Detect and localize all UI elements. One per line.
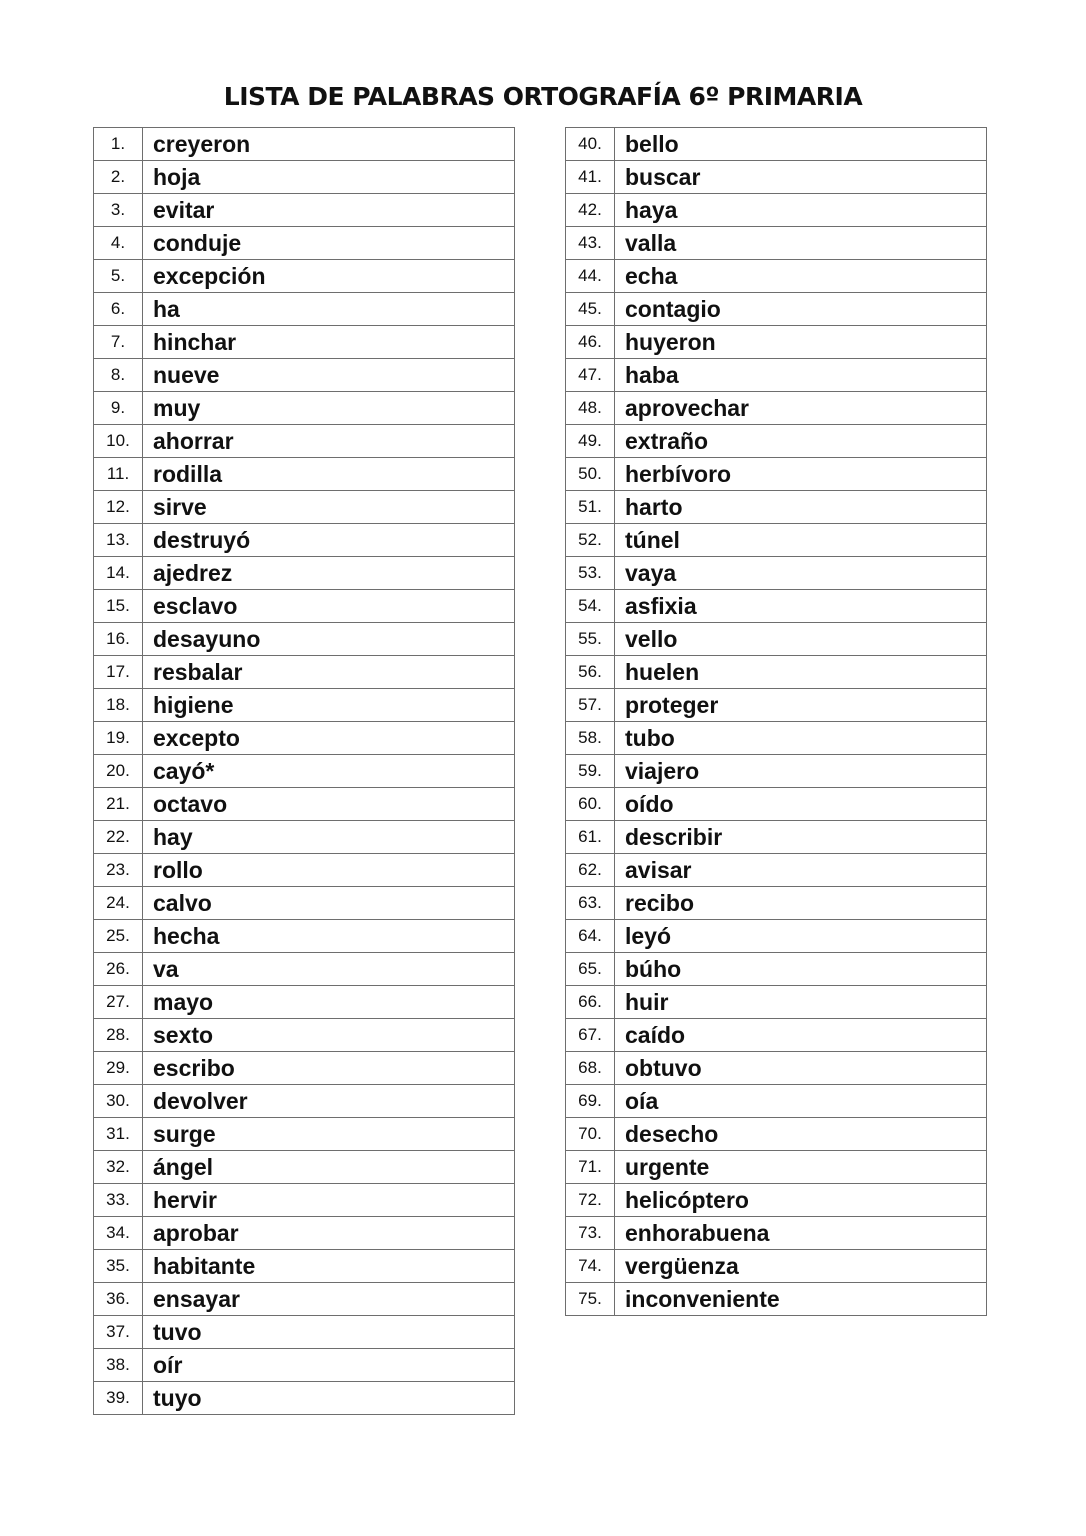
word-row xyxy=(94,656,515,689)
word-row xyxy=(94,821,515,854)
word-row xyxy=(566,1118,987,1151)
word-row xyxy=(566,260,987,293)
word-row xyxy=(94,689,515,722)
word-cell: asfixia xyxy=(615,590,987,623)
word-cell: muy xyxy=(143,392,515,425)
row-number: 15. xyxy=(94,590,143,623)
word-row xyxy=(94,1316,515,1349)
word-cell: ha xyxy=(143,293,515,326)
word-cell: búho xyxy=(615,953,987,986)
word-row xyxy=(94,1250,515,1283)
word-row xyxy=(94,227,515,260)
row-number: 35. xyxy=(94,1250,143,1283)
row-number: 63. xyxy=(566,887,615,920)
word-cell: hinchar xyxy=(143,326,515,359)
word-cell: rollo xyxy=(143,854,515,887)
word-row xyxy=(566,161,987,194)
row-number: 55. xyxy=(566,623,615,656)
word-row xyxy=(94,590,515,623)
word-row xyxy=(94,1217,515,1250)
word-cell: devolver xyxy=(143,1085,515,1118)
row-number: 49. xyxy=(566,425,615,458)
word-row xyxy=(94,755,515,788)
row-number: 4. xyxy=(94,227,143,260)
word-row xyxy=(566,920,987,953)
word-cell: recibo xyxy=(615,887,987,920)
row-number: 12. xyxy=(94,491,143,524)
row-number: 45. xyxy=(566,293,615,326)
row-number: 48. xyxy=(566,392,615,425)
row-number: 56. xyxy=(566,656,615,689)
word-row xyxy=(566,689,987,722)
word-cell: vergüenza xyxy=(615,1250,987,1283)
word-row xyxy=(566,656,987,689)
word-cell: desecho xyxy=(615,1118,987,1151)
row-number: 34. xyxy=(94,1217,143,1250)
row-number: 23. xyxy=(94,854,143,887)
word-row xyxy=(94,1382,515,1415)
word-row xyxy=(94,887,515,920)
row-number: 38. xyxy=(94,1349,143,1382)
row-number: 66. xyxy=(566,986,615,1019)
page-title: LISTA DE PALABRAS ORTOGRAFÍA 6º PRIMARIA xyxy=(223,82,863,111)
row-number: 25. xyxy=(94,920,143,953)
row-number: 36. xyxy=(94,1283,143,1316)
word-cell: destruyó xyxy=(143,524,515,557)
word-row xyxy=(566,1151,987,1184)
word-row xyxy=(94,260,515,293)
row-number: 53. xyxy=(566,557,615,590)
word-cell: oído xyxy=(615,788,987,821)
word-cell: calvo xyxy=(143,887,515,920)
word-cell: harto xyxy=(615,491,987,524)
word-row xyxy=(566,854,987,887)
word-cell: evitar xyxy=(143,194,515,227)
word-row xyxy=(566,425,987,458)
word-cell: octavo xyxy=(143,788,515,821)
word-cell: escribo xyxy=(143,1052,515,1085)
word-row xyxy=(94,161,515,194)
row-number: 47. xyxy=(566,359,615,392)
word-cell: habitante xyxy=(143,1250,515,1283)
word-table-left xyxy=(93,127,515,1415)
word-cell: describir xyxy=(615,821,987,854)
word-cell: rodilla xyxy=(143,458,515,491)
row-number: 8. xyxy=(94,359,143,392)
word-cell: buscar xyxy=(615,161,987,194)
row-number: 2. xyxy=(94,161,143,194)
row-number: 46. xyxy=(566,326,615,359)
word-cell: enhorabuena xyxy=(615,1217,987,1250)
word-row xyxy=(94,293,515,326)
word-cell: valla xyxy=(615,227,987,260)
word-row xyxy=(94,458,515,491)
row-number: 17. xyxy=(94,656,143,689)
row-number: 52. xyxy=(566,524,615,557)
word-cell: oír xyxy=(143,1349,515,1382)
row-number: 41. xyxy=(566,161,615,194)
row-number: 32. xyxy=(94,1151,143,1184)
word-row xyxy=(94,623,515,656)
word-row xyxy=(566,458,987,491)
word-row xyxy=(94,194,515,227)
row-number: 28. xyxy=(94,1019,143,1052)
row-number: 13. xyxy=(94,524,143,557)
word-row xyxy=(566,128,987,161)
word-cell: túnel xyxy=(615,524,987,557)
word-cell: oía xyxy=(615,1085,987,1118)
word-cell: surge xyxy=(143,1118,515,1151)
word-row xyxy=(94,986,515,1019)
word-row xyxy=(94,854,515,887)
row-number: 57. xyxy=(566,689,615,722)
word-row xyxy=(566,1052,987,1085)
word-cell: caído xyxy=(615,1019,987,1052)
row-number: 19. xyxy=(94,722,143,755)
word-cell: va xyxy=(143,953,515,986)
row-number: 1. xyxy=(94,128,143,161)
row-number: 67. xyxy=(566,1019,615,1052)
word-row xyxy=(94,1184,515,1217)
row-number: 26. xyxy=(94,953,143,986)
word-row xyxy=(566,1250,987,1283)
word-cell: extraño xyxy=(615,425,987,458)
row-number: 40. xyxy=(566,128,615,161)
word-row xyxy=(566,392,987,425)
word-row xyxy=(94,392,515,425)
word-cell: haba xyxy=(615,359,987,392)
row-number: 60. xyxy=(566,788,615,821)
row-number: 5. xyxy=(94,260,143,293)
row-number: 61. xyxy=(566,821,615,854)
row-number: 16. xyxy=(94,623,143,656)
row-number: 64. xyxy=(566,920,615,953)
word-row xyxy=(566,590,987,623)
row-number: 73. xyxy=(566,1217,615,1250)
row-number: 62. xyxy=(566,854,615,887)
word-cell: avisar xyxy=(615,854,987,887)
row-number: 9. xyxy=(94,392,143,425)
row-number: 69. xyxy=(566,1085,615,1118)
word-cell: vaya xyxy=(615,557,987,590)
word-cell: sirve xyxy=(143,491,515,524)
row-number: 72. xyxy=(566,1184,615,1217)
word-row xyxy=(566,1184,987,1217)
word-cell: tuvo xyxy=(143,1316,515,1349)
word-cell: nueve xyxy=(143,359,515,392)
word-row xyxy=(566,755,987,788)
word-cell: aprobar xyxy=(143,1217,515,1250)
row-number: 29. xyxy=(94,1052,143,1085)
word-cell: aprovechar xyxy=(615,392,987,425)
row-number: 70. xyxy=(566,1118,615,1151)
row-number: 75. xyxy=(566,1283,615,1316)
word-cell: tubo xyxy=(615,722,987,755)
word-cell: ahorrar xyxy=(143,425,515,458)
word-row xyxy=(94,524,515,557)
row-number: 7. xyxy=(94,326,143,359)
word-row xyxy=(94,425,515,458)
row-number: 37. xyxy=(94,1316,143,1349)
row-number: 27. xyxy=(94,986,143,1019)
row-number: 18. xyxy=(94,689,143,722)
word-cell: ensayar xyxy=(143,1283,515,1316)
row-number: 11. xyxy=(94,458,143,491)
word-cell: helicóptero xyxy=(615,1184,987,1217)
word-row xyxy=(94,722,515,755)
word-row xyxy=(94,491,515,524)
word-cell: esclavo xyxy=(143,590,515,623)
word-row xyxy=(566,1019,987,1052)
word-row xyxy=(566,293,987,326)
word-row xyxy=(566,194,987,227)
word-row xyxy=(94,1349,515,1382)
word-cell: mayo xyxy=(143,986,515,1019)
row-number: 24. xyxy=(94,887,143,920)
word-row xyxy=(94,1052,515,1085)
word-cell: contagio xyxy=(615,293,987,326)
word-cell: hay xyxy=(143,821,515,854)
row-number: 21. xyxy=(94,788,143,821)
word-row xyxy=(94,1151,515,1184)
word-cell: conduje xyxy=(143,227,515,260)
word-cell: vello xyxy=(615,623,987,656)
row-number: 54. xyxy=(566,590,615,623)
word-cell: resbalar xyxy=(143,656,515,689)
word-row xyxy=(566,1217,987,1250)
word-row xyxy=(94,326,515,359)
word-cell: tuyo xyxy=(143,1382,515,1415)
word-row xyxy=(94,920,515,953)
row-number: 44. xyxy=(566,260,615,293)
word-row xyxy=(566,722,987,755)
word-row xyxy=(94,557,515,590)
word-cell: ajedrez xyxy=(143,557,515,590)
row-number: 14. xyxy=(94,557,143,590)
row-number: 31. xyxy=(94,1118,143,1151)
word-cell: leyó xyxy=(615,920,987,953)
word-cell: excepción xyxy=(143,260,515,293)
row-number: 6. xyxy=(94,293,143,326)
row-number: 39. xyxy=(94,1382,143,1415)
word-cell: sexto xyxy=(143,1019,515,1052)
word-row xyxy=(94,1118,515,1151)
word-cell: urgente xyxy=(615,1151,987,1184)
row-number: 71. xyxy=(566,1151,615,1184)
word-row xyxy=(566,887,987,920)
row-number: 10. xyxy=(94,425,143,458)
word-row xyxy=(94,359,515,392)
word-cell: huir xyxy=(615,986,987,1019)
word-cell: echa xyxy=(615,260,987,293)
word-row xyxy=(566,524,987,557)
word-cell: haya xyxy=(615,194,987,227)
row-number: 51. xyxy=(566,491,615,524)
word-cell: inconveniente xyxy=(615,1283,987,1316)
row-number: 59. xyxy=(566,755,615,788)
word-row xyxy=(566,821,987,854)
word-row xyxy=(94,1283,515,1316)
word-cell: higiene xyxy=(143,689,515,722)
word-cell: hoja xyxy=(143,161,515,194)
word-row xyxy=(94,128,515,161)
word-cell: excepto xyxy=(143,722,515,755)
word-cell: proteger xyxy=(615,689,987,722)
word-cell: cayó* xyxy=(143,755,515,788)
word-row xyxy=(566,986,987,1019)
word-row xyxy=(566,1085,987,1118)
word-cell: huelen xyxy=(615,656,987,689)
word-row xyxy=(566,491,987,524)
word-row xyxy=(566,359,987,392)
word-row xyxy=(566,227,987,260)
word-cell: desayuno xyxy=(143,623,515,656)
word-row xyxy=(94,953,515,986)
word-cell: bello xyxy=(615,128,987,161)
row-number: 74. xyxy=(566,1250,615,1283)
word-row xyxy=(566,788,987,821)
row-number: 42. xyxy=(566,194,615,227)
word-table-right xyxy=(565,127,987,1316)
word-cell: hervir xyxy=(143,1184,515,1217)
row-number: 33. xyxy=(94,1184,143,1217)
row-number: 50. xyxy=(566,458,615,491)
word-cell: obtuvo xyxy=(615,1052,987,1085)
word-row xyxy=(566,557,987,590)
word-row xyxy=(566,1283,987,1316)
word-cell: herbívoro xyxy=(615,458,987,491)
row-number: 58. xyxy=(566,722,615,755)
word-row xyxy=(566,623,987,656)
row-number: 65. xyxy=(566,953,615,986)
word-row xyxy=(94,1019,515,1052)
word-row xyxy=(94,788,515,821)
word-cell: hecha xyxy=(143,920,515,953)
row-number: 22. xyxy=(94,821,143,854)
row-number: 20. xyxy=(94,755,143,788)
word-row xyxy=(94,1085,515,1118)
row-number: 3. xyxy=(94,194,143,227)
row-number: 43. xyxy=(566,227,615,260)
word-cell: huyeron xyxy=(615,326,987,359)
word-cell: ángel xyxy=(143,1151,515,1184)
word-row xyxy=(566,953,987,986)
word-cell: viajero xyxy=(615,755,987,788)
row-number: 30. xyxy=(94,1085,143,1118)
word-row xyxy=(566,326,987,359)
row-number: 68. xyxy=(566,1052,615,1085)
word-cell: creyeron xyxy=(143,128,515,161)
